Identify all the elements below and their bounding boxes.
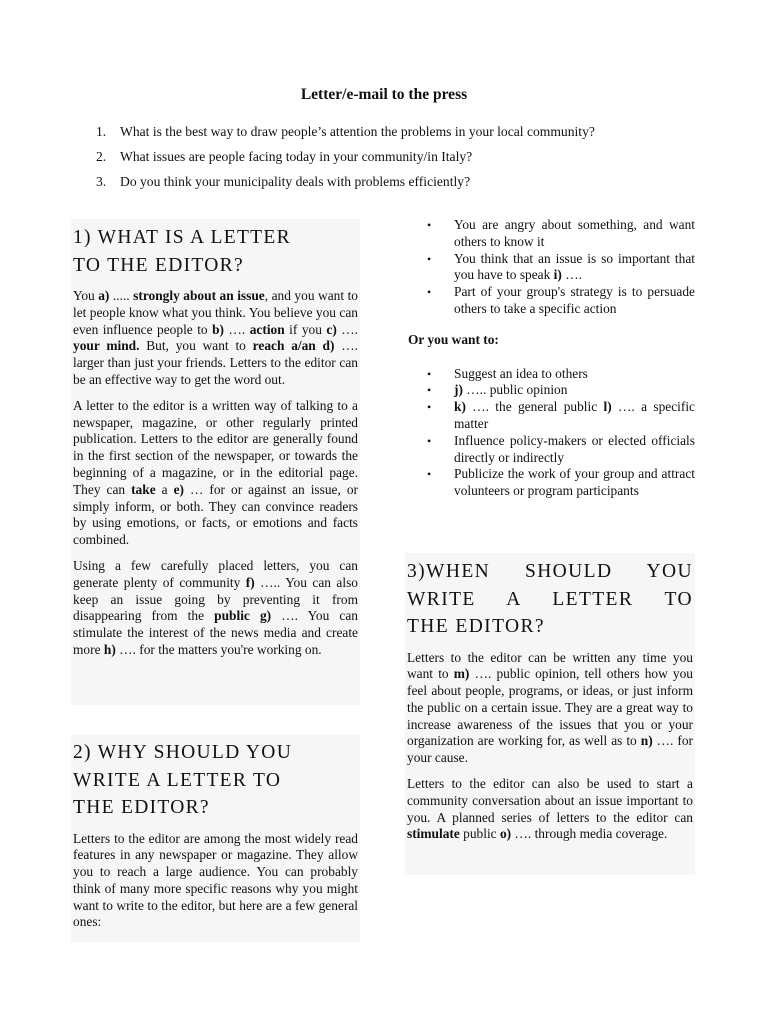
text-run: …. a specific matter — [454, 399, 695, 431]
text-run: But, you want to — [139, 338, 253, 354]
question-text: What is the best way to draw people’s attention the problems in your local community? — [120, 124, 595, 139]
list-item — [405, 433, 695, 467]
text-run: …. for the matters you're working on. — [115, 641, 322, 657]
question-number: 3. — [96, 174, 107, 189]
list-item — [405, 382, 695, 399]
text-run: A letter to the editor is a written way of talking to a newspaper, magazine, or other regularly printed publication. Letters to the editor are generally found in the first section of the newspaper, or towards the beginning of a magazine, or in the editorial page. They can — [73, 397, 358, 497]
paragraph — [407, 776, 693, 843]
text-run: …. for your cause. — [407, 733, 693, 766]
text-run: You are angry about something, and want others to know it — [454, 217, 695, 249]
text-run: …. — [336, 321, 359, 337]
text-run: …. larger than just your friends. Letters to the editor can be an effective way to get the word out. — [73, 338, 359, 387]
bold-run: public g) — [214, 608, 272, 624]
bold-run: b) — [212, 321, 225, 337]
section-why-should — [71, 734, 360, 942]
bold-run: stimulate — [407, 826, 460, 842]
question-text: Do you think your municipality deals with problems efficiently? — [120, 174, 471, 189]
bold-run: f) — [245, 574, 255, 590]
heading-line: THE EDITOR? — [73, 797, 210, 818]
question-list — [96, 124, 716, 199]
text-run: , and you want to let people know what you think. You believe you can even influence people to — [73, 288, 358, 337]
bold-run: your mind. — [73, 338, 140, 354]
section-heading — [73, 739, 358, 822]
list-item — [405, 251, 695, 285]
wants-list — [405, 366, 695, 500]
heading-line: 3)WHEN SHOULD YOU — [407, 561, 693, 582]
bold-run: n) — [640, 733, 653, 749]
paragraph — [73, 558, 358, 659]
list-item — [405, 399, 695, 433]
text-run: ..... — [109, 288, 134, 303]
reasons-list — [405, 217, 695, 318]
text-run: Letters to the editor can also be used to start a community conversation about an issue important to you. A planned series of letters to the editor can — [407, 776, 693, 825]
question-item — [96, 149, 716, 174]
text-run: if you — [284, 321, 327, 337]
text-run: You think that an issue is so important that you have to speak — [454, 250, 695, 283]
heading-line: 2) WHY SHOULD YOU — [73, 742, 293, 763]
question-number: 2. — [96, 149, 107, 164]
bold-run: k) — [454, 399, 466, 415]
text-run: …. — [561, 267, 582, 283]
text-run: a — [155, 481, 174, 497]
text-run: …. through media coverage. — [511, 826, 668, 842]
bold-run: l) — [603, 399, 612, 415]
section-what-is — [71, 219, 360, 705]
text-run: …. You can stimulate the interest of the news media and create more — [73, 608, 359, 657]
paragraph — [73, 398, 358, 549]
text-run: Using a few carefully placed letters, you can generate plenty of community — [73, 557, 358, 590]
text-run: Suggest an idea to others — [454, 365, 588, 381]
paragraph — [73, 288, 358, 389]
bold-run: reach a/an d) — [252, 338, 335, 354]
bold-run: j) — [454, 382, 463, 398]
text-run: Influence policy-makers or elected officials directly or indirectly — [454, 432, 695, 465]
list-item — [405, 217, 695, 251]
bold-run: strongly about an issue — [133, 288, 265, 303]
text-run: ….. public opinion — [462, 382, 568, 398]
text-run: public — [459, 826, 500, 842]
section-when-should — [405, 553, 695, 875]
bold-run: o) — [499, 826, 512, 842]
text-run: You — [73, 288, 99, 303]
subheading: Or you want to: — [408, 331, 499, 347]
text-run: ….. — [254, 574, 286, 590]
question-text: What issues are people facing today in your community/in Italy? — [120, 149, 473, 164]
section-heading — [73, 224, 358, 279]
question-item — [96, 124, 716, 149]
bold-run: m) — [453, 666, 470, 682]
text-run: …. the general public — [465, 399, 604, 415]
text-run: Publicize the work of your group and attract volunteers or program participants — [454, 466, 695, 499]
heading-line: 1) WHAT IS A LETTER — [73, 227, 291, 248]
paragraph — [407, 650, 693, 768]
heading-line: THE EDITOR? — [407, 616, 545, 637]
bold-run: h) — [103, 641, 116, 657]
text-run: Letters to the editor can be written any time you want to — [407, 649, 693, 682]
section-heading — [407, 558, 693, 641]
bold-run: action — [249, 321, 285, 337]
bold-run: c) — [326, 321, 337, 337]
heading-line: WRITE A LETTER TO — [407, 588, 693, 610]
list-item — [405, 466, 695, 500]
paragraph: Letters to the editor are among the most widely read features in any newspaper or magazine. They allow you to reach a large audience. You can probably think of many more specific reasons why you might want to write to the editor, but here are a few general ones: — [73, 830, 358, 930]
text-run: Part of your group's strategy is to persuade others to take a specific action — [454, 284, 695, 316]
reasons-block — [405, 217, 695, 547]
bold-run: i) — [553, 267, 562, 283]
text-run: … for or against an issue, or simply inform, or both. They can convince readers by using emotions, or facts, or emotions and facts combined. — [73, 481, 358, 548]
list-item — [405, 366, 695, 383]
bold-run: take — [131, 481, 156, 497]
bold-run: e) — [173, 481, 184, 497]
page-title: Letter/e-mail to the press — [300, 86, 468, 103]
question-number: 1. — [96, 124, 107, 139]
text-run: …. public opinion, tell others how you feel about people, programs, or ideas, or just inform the public on a certain issue. They are a great way to increase awareness of the issues that you or your organization are working for, as well as to — [407, 666, 694, 749]
heading-line: WRITE A LETTER TO — [73, 769, 282, 791]
bold-run: a) — [98, 288, 110, 303]
text-run: …. — [224, 321, 250, 337]
heading-line: TO THE EDITOR? — [73, 254, 244, 276]
list-item — [405, 284, 695, 318]
text-run: You can also keep an issue going by preventing it from disappearing from the — [73, 574, 358, 624]
question-item — [96, 174, 716, 199]
